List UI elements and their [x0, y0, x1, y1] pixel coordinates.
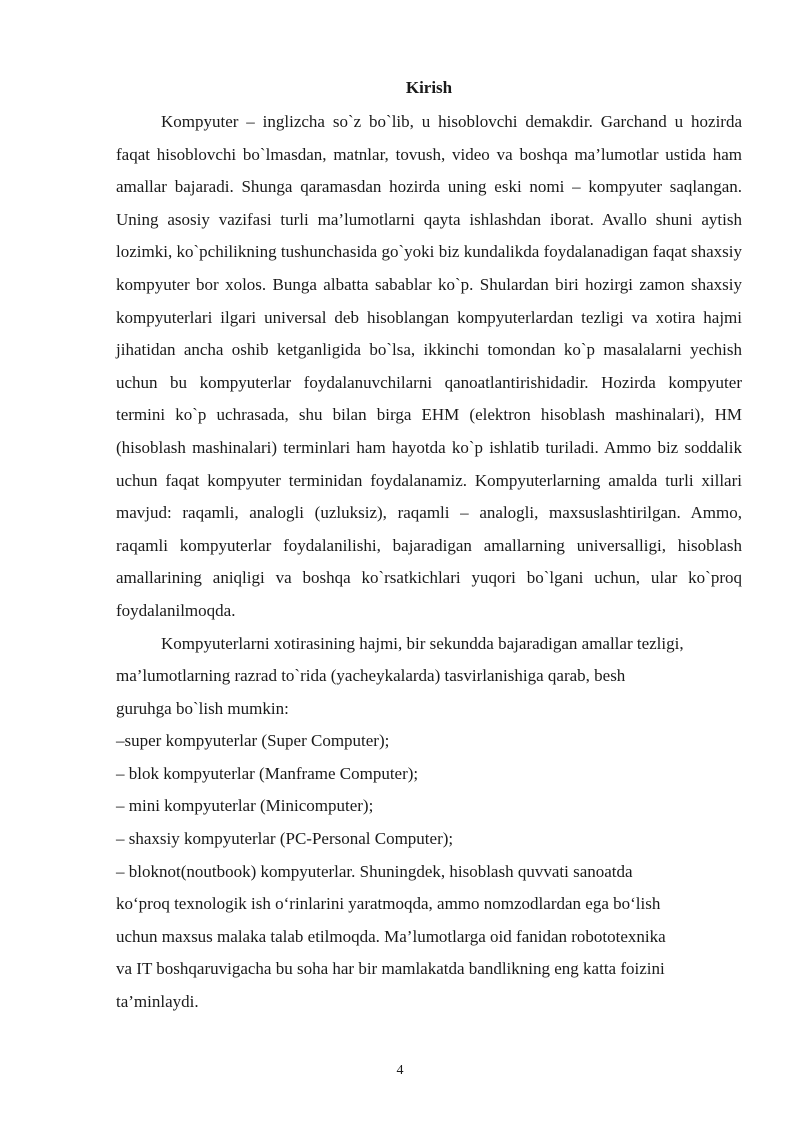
list-item: – shaxsiy kompyuterlar (PC-Personal Computer);	[116, 829, 454, 849]
list-item: – bloknot(noutbook) kompyuterlar. Shuningdek, hisoblash quvvati sanoatda	[116, 861, 633, 881]
list-item: – mini kompyuterlar (Minicomputer);	[116, 796, 374, 816]
page-title: Kirish	[405, 78, 453, 97]
paragraph-line: Kompyuterlarni xotirasining hajmi, bir sekundda bajaradigan amallar tezligi,	[161, 633, 684, 653]
list-item: –super kompyuterlar (Super Computer);	[116, 731, 390, 751]
closing-text	[116, 888, 742, 1018]
paragraph-line: guruhga bo`lish mumkin:	[116, 698, 289, 718]
text-line: va IT boshqaruvigacha bu soha har bir mamlakatda bandlikning eng katta foizini	[116, 959, 665, 979]
list-item: – blok kompyuterlar (Manframe Computer);	[116, 763, 419, 783]
paragraph-line: ma’lumotlarning razrad to`rida (yacheykalarda) tasvirlanishiga qarab, besh	[116, 666, 626, 686]
document-page	[116, 74, 742, 1019]
text-line: ta’minlaydi.	[116, 992, 199, 1012]
text-line: ko‘proq texnologik ish o‘rinlarini yaratmoqda, ammo nomzodlardan ega bo‘lish	[116, 894, 661, 914]
page-number: 4	[396, 1063, 404, 1078]
text-line: uchun maxsus malaka talab etilmoqda. Ma’lumotlarga oid fanidan robototexnika	[116, 926, 666, 946]
computer-types-list	[116, 725, 742, 888]
intro-paragraph: Kompyuter – inglizcha so`z bo`lib, u hisoblovchi demakdir. Garchand u hozirda faqat hisoblovchi bo`lmasdan, matnlar, tovush, video va boshqa ma’lumotlar ustida ham amallar bajaradi. Shunga qaramasdan hozirda uning eski nomi – kompyuter saqlangan. Uning asosiy vazifasi turli ma’lumotlarni qayta ishlashdan iborat. Avallo shuni aytish lozimki, ko`pchilikning tushunchasida go`yoki biz kundalikda foydalanadigan faqat shaxsiy kompyuter bor xolos. Bunga albatta sabablar ko`p. Shulardan biri hozirgi zamon shaxsiy kompyuterlari ilgari universal deb hisoblangan kompyuterlardan tezligi va xotira hajmi jihatidan ancha oshib ketganligida bo`lsa, ikkinchi tomondan ko`p masalalarni yechish uchun bu kompyuterlar foydalanuvchilarni qanoatlantirishidadir. Hozirda kompyuter termini ko`p uchrasada, shu bilan birga EHM (elektron hisoblash mashinalari), HM (hisoblash mashinalari) terminlari ham hayotda ko`p ishlatib turiladi. Ammo biz soddalik uchun faqat kompyuter terminidan foydalanamiz. Kompyuterlarning amalda turli xillari mavjud: raqamli, analogli (uzluksiz), raqamli – analogli, maxsuslashtirilgan. Ammo, raqamli kompyuterlar foydalanilishi, bajaradigan amallarning universalligi, hisoblash amallarining aniqligi va boshqa ko`rsatkichlari yuqori bo`lgani uchun, ular ko`proq foydalanilmoqda.	[116, 112, 742, 620]
classification-paragraph	[116, 628, 742, 726]
